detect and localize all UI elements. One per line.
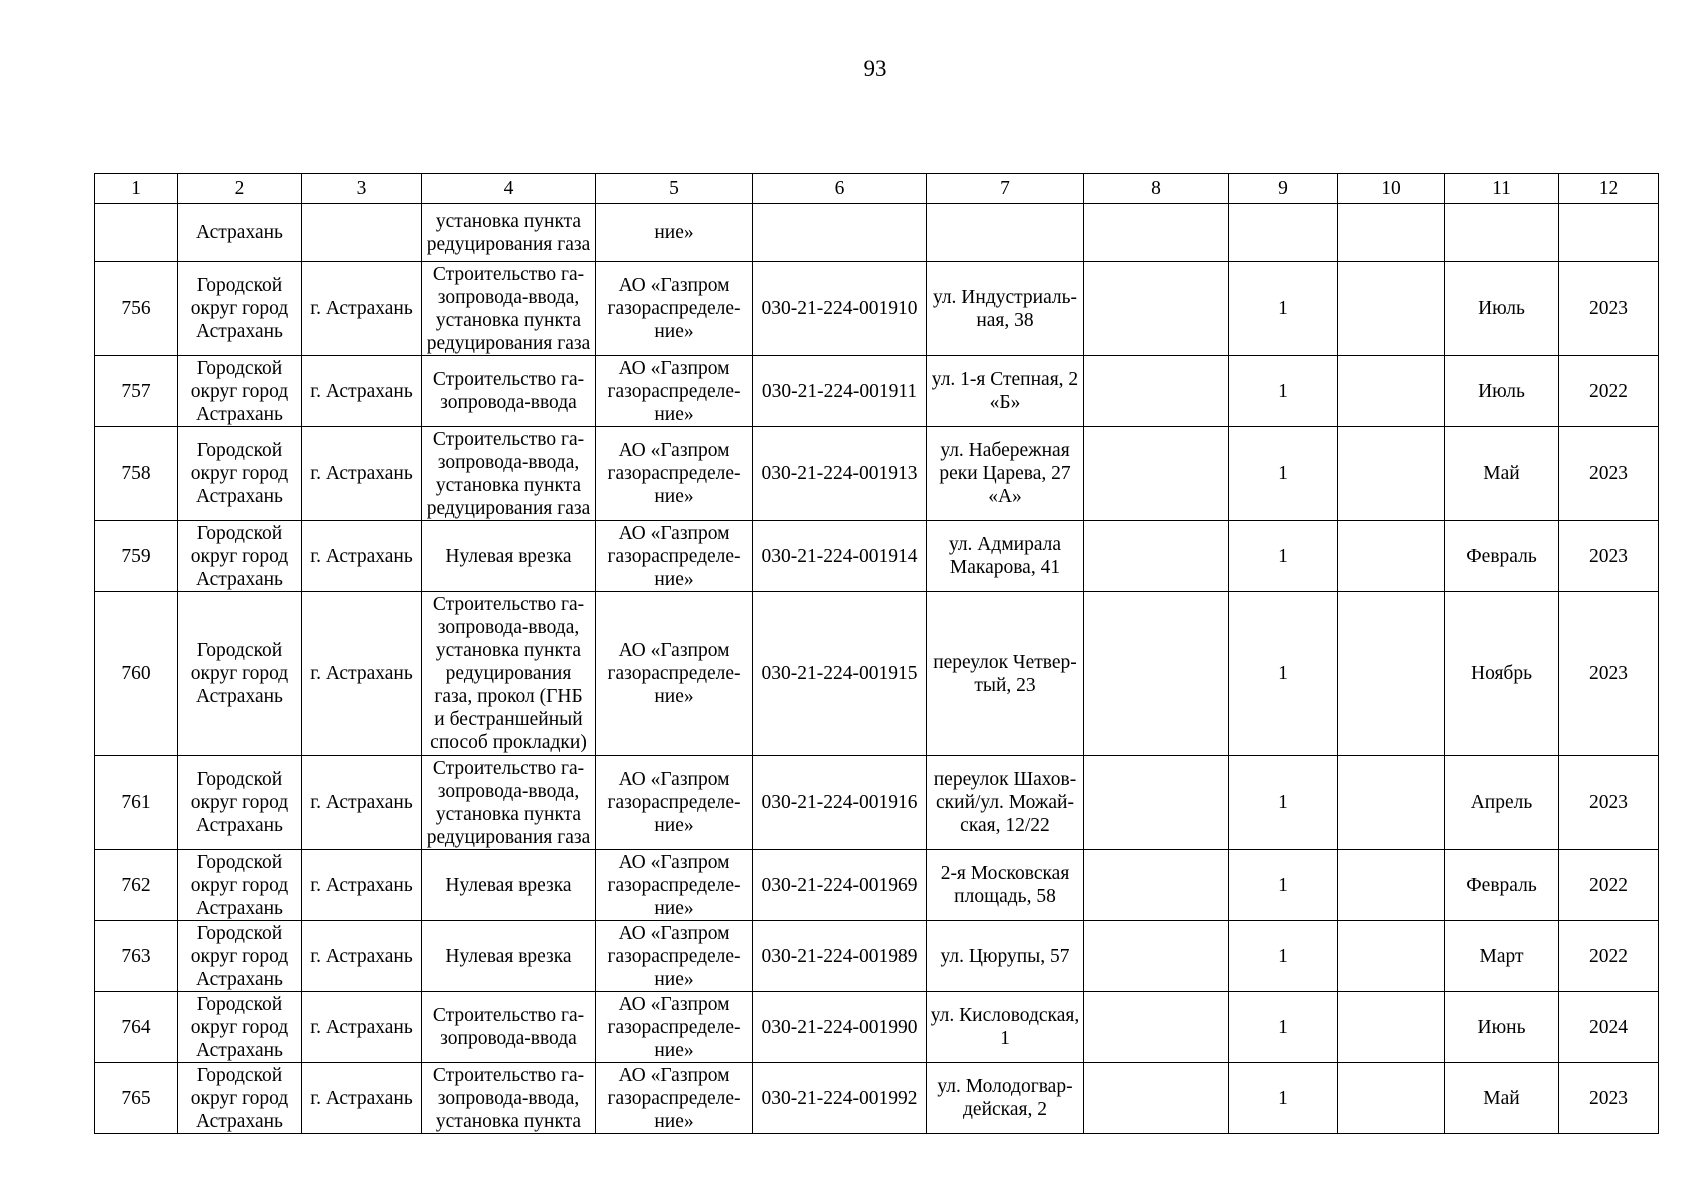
cell-registry-code: 030-21-224-001915 — [753, 592, 927, 756]
cell-row-number: 759 — [95, 521, 178, 592]
cell-address: ул. 1-я Степная, 2 «Б» — [927, 356, 1084, 427]
cell-year: 2023 — [1559, 592, 1659, 756]
cell-column-10 — [1338, 756, 1445, 850]
cell-empty — [1229, 204, 1338, 262]
cell-column-8 — [1084, 850, 1229, 921]
cell-district: Городской округ город Астрахань — [178, 756, 302, 850]
cell-work-type: Нулевая врезка — [422, 921, 596, 992]
cell-district: Городской округ город Астрахань — [178, 921, 302, 992]
cell-district: Городской округ город Астрахань — [178, 356, 302, 427]
cell-year: 2023 — [1559, 1063, 1659, 1134]
cell-address: переулок Шахов- ский/ул. Можай- ская, 12/22 — [927, 756, 1084, 850]
cell-empty — [1084, 204, 1229, 262]
cell-address: ул. Адмирала Макарова, 41 — [927, 521, 1084, 592]
cell-column-10 — [1338, 427, 1445, 521]
cell-registry-code: 030-21-224-001913 — [753, 427, 927, 521]
table-row — [95, 521, 1659, 592]
cell-organization: АО «Газпром газораспределе- ние» — [596, 427, 753, 521]
cell-work-type: Строительство га- зопровода-ввода, установка пункта — [422, 1063, 596, 1134]
cell-district: Городской округ город Астрахань — [178, 521, 302, 592]
cell-registry-code: 030-21-224-001914 — [753, 521, 927, 592]
cell-district: Городской округ город Астрахань — [178, 262, 302, 356]
cell-month: Февраль — [1445, 521, 1559, 592]
cell-column-8 — [1084, 592, 1229, 756]
cell-registry-code: 030-21-224-001910 — [753, 262, 927, 356]
cell-column-10 — [1338, 1063, 1445, 1134]
cell-city: г. Астрахань — [302, 850, 422, 921]
cell-quantity: 1 — [1229, 850, 1338, 921]
cell-year: 2023 — [1559, 427, 1659, 521]
cell-empty — [302, 204, 422, 262]
cell-city: г. Астрахань — [302, 921, 422, 992]
cell-work-type: Строительство га- зопровода-ввода — [422, 992, 596, 1063]
cell-row-number: 763 — [95, 921, 178, 992]
cell-registry-code: 030-21-224-001969 — [753, 850, 927, 921]
cell-organization: АО «Газпром газораспределе- ние» — [596, 850, 753, 921]
cell-district: Городской округ город Астрахань — [178, 992, 302, 1063]
cell-quantity: 1 — [1229, 1063, 1338, 1134]
cell-month: Февраль — [1445, 850, 1559, 921]
cell-district: Астрахань — [178, 204, 302, 262]
cell-column-10 — [1338, 592, 1445, 756]
cell-address: ул. Кисловодская, 1 — [927, 992, 1084, 1063]
cell-quantity: 1 — [1229, 521, 1338, 592]
cell-quantity: 1 — [1229, 992, 1338, 1063]
table-row — [95, 592, 1659, 756]
cell-column-8 — [1084, 262, 1229, 356]
cell-registry-code: 030-21-224-001911 — [753, 356, 927, 427]
cell-quantity: 1 — [1229, 356, 1338, 427]
table-row — [95, 992, 1659, 1063]
cell-organization: АО «Газпром газораспределе- ние» — [596, 521, 753, 592]
cell-empty — [1338, 204, 1445, 262]
cell-district: Городской округ город Астрахань — [178, 427, 302, 521]
column-number: 11 — [1445, 174, 1559, 204]
cell-organization: ние» — [596, 204, 753, 262]
cell-row-number: 765 — [95, 1063, 178, 1134]
cell-city: г. Астрахань — [302, 262, 422, 356]
column-number-row — [95, 174, 1659, 204]
column-number: 8 — [1084, 174, 1229, 204]
cell-organization: АО «Газпром газораспределе- ние» — [596, 992, 753, 1063]
cell-month: Апрель — [1445, 756, 1559, 850]
cell-quantity: 1 — [1229, 592, 1338, 756]
cell-city: г. Астрахань — [302, 756, 422, 850]
cell-work-type: Строительство га- зопровода-ввода, установка пункта редуцирования газа — [422, 262, 596, 356]
column-number: 12 — [1559, 174, 1659, 204]
cell-column-8 — [1084, 921, 1229, 992]
cell-quantity: 1 — [1229, 921, 1338, 992]
cell-column-10 — [1338, 262, 1445, 356]
cell-work-type: Нулевая врезка — [422, 850, 596, 921]
cell-column-10 — [1338, 992, 1445, 1063]
column-number: 9 — [1229, 174, 1338, 204]
cell-year: 2022 — [1559, 356, 1659, 427]
cell-year: 2023 — [1559, 521, 1659, 592]
cell-work-type: Строительство га- зопровода-ввода, установка пункта редуцирования газа, прокол (ГНБ и бестраншейный способ прокладки) — [422, 592, 596, 756]
column-number: 1 — [95, 174, 178, 204]
cell-city: г. Астрахань — [302, 356, 422, 427]
cell-column-8 — [1084, 521, 1229, 592]
cell-city: г. Астрахань — [302, 992, 422, 1063]
cell-district: Городской округ город Астрахань — [178, 592, 302, 756]
table-row — [95, 262, 1659, 356]
cell-address: ул. Цюрупы, 57 — [927, 921, 1084, 992]
column-number: 2 — [178, 174, 302, 204]
table-row — [95, 756, 1659, 850]
column-number: 3 — [302, 174, 422, 204]
continuation-row — [95, 204, 1659, 262]
cell-city: г. Астрахань — [302, 592, 422, 756]
cell-column-8 — [1084, 356, 1229, 427]
table-row — [95, 850, 1659, 921]
cell-work-type: Строительство га- зопровода-ввода, установка пункта редуцирования газа — [422, 756, 596, 850]
cell-year: 2023 — [1559, 262, 1659, 356]
cell-month: Май — [1445, 1063, 1559, 1134]
data-table — [94, 173, 1659, 1134]
cell-city: г. Астрахань — [302, 521, 422, 592]
cell-work-type: Нулевая врезка — [422, 521, 596, 592]
cell-quantity: 1 — [1229, 427, 1338, 521]
cell-row-number: 764 — [95, 992, 178, 1063]
cell-row-number: 757 — [95, 356, 178, 427]
cell-district: Городской округ город Астрахань — [178, 850, 302, 921]
cell-month: Июль — [1445, 356, 1559, 427]
cell-work-type: установка пункта редуцирования газа — [422, 204, 596, 262]
cell-row-number: 756 — [95, 262, 178, 356]
cell-year: 2023 — [1559, 756, 1659, 850]
cell-address: 2-я Московская площадь, 58 — [927, 850, 1084, 921]
cell-column-10 — [1338, 521, 1445, 592]
cell-quantity: 1 — [1229, 756, 1338, 850]
cell-column-8 — [1084, 1063, 1229, 1134]
cell-organization: АО «Газпром газораспределе- ние» — [596, 262, 753, 356]
cell-column-8 — [1084, 756, 1229, 850]
cell-row-number: 758 — [95, 427, 178, 521]
cell-empty — [1559, 204, 1659, 262]
cell-organization: АО «Газпром газораспределе- ние» — [596, 921, 753, 992]
cell-row-number: 761 — [95, 756, 178, 850]
cell-organization: АО «Газпром газораспределе- ние» — [596, 356, 753, 427]
cell-organization: АО «Газпром газораспределе- ние» — [596, 1063, 753, 1134]
cell-quantity: 1 — [1229, 262, 1338, 356]
page-number: 93 — [863, 56, 887, 81]
cell-registry-code: 030-21-224-001989 — [753, 921, 927, 992]
column-number: 4 — [422, 174, 596, 204]
cell-column-10 — [1338, 356, 1445, 427]
cell-month: Ноябрь — [1445, 592, 1559, 756]
cell-column-10 — [1338, 850, 1445, 921]
cell-address: ул. Индустриаль- ная, 38 — [927, 262, 1084, 356]
cell-registry-code: 030-21-224-001990 — [753, 992, 927, 1063]
cell-empty — [95, 204, 178, 262]
column-number: 7 — [927, 174, 1084, 204]
cell-month: Июль — [1445, 262, 1559, 356]
column-number: 6 — [753, 174, 927, 204]
table-row — [95, 356, 1659, 427]
cell-address: ул. Молодогвар- дейская, 2 — [927, 1063, 1084, 1134]
cell-registry-code: 030-21-224-001916 — [753, 756, 927, 850]
cell-column-8 — [1084, 992, 1229, 1063]
cell-column-10 — [1338, 921, 1445, 992]
cell-empty — [927, 204, 1084, 262]
cell-year: 2024 — [1559, 992, 1659, 1063]
cell-organization: АО «Газпром газораспределе- ние» — [596, 592, 753, 756]
cell-address: ул. Набережная реки Царева, 27 «А» — [927, 427, 1084, 521]
cell-address: переулок Четвер- тый, 23 — [927, 592, 1084, 756]
cell-row-number: 762 — [95, 850, 178, 921]
cell-district: Городской округ город Астрахань — [178, 1063, 302, 1134]
cell-month: Май — [1445, 427, 1559, 521]
table-row — [95, 1063, 1659, 1134]
cell-work-type: Строительство га- зопровода-ввода — [422, 356, 596, 427]
cell-work-type: Строительство га- зопровода-ввода, установка пункта редуцирования газа — [422, 427, 596, 521]
cell-year: 2022 — [1559, 921, 1659, 992]
cell-organization: АО «Газпром газораспределе- ние» — [596, 756, 753, 850]
cell-year: 2022 — [1559, 850, 1659, 921]
cell-city: г. Астрахань — [302, 1063, 422, 1134]
cell-city: г. Астрахань — [302, 427, 422, 521]
cell-month: Июнь — [1445, 992, 1559, 1063]
column-number: 5 — [596, 174, 753, 204]
cell-registry-code: 030-21-224-001992 — [753, 1063, 927, 1134]
table-row — [95, 921, 1659, 992]
column-number: 10 — [1338, 174, 1445, 204]
cell-row-number: 760 — [95, 592, 178, 756]
cell-month: Март — [1445, 921, 1559, 992]
cell-empty — [753, 204, 927, 262]
cell-column-8 — [1084, 427, 1229, 521]
cell-empty — [1445, 204, 1559, 262]
table-row — [95, 427, 1659, 521]
